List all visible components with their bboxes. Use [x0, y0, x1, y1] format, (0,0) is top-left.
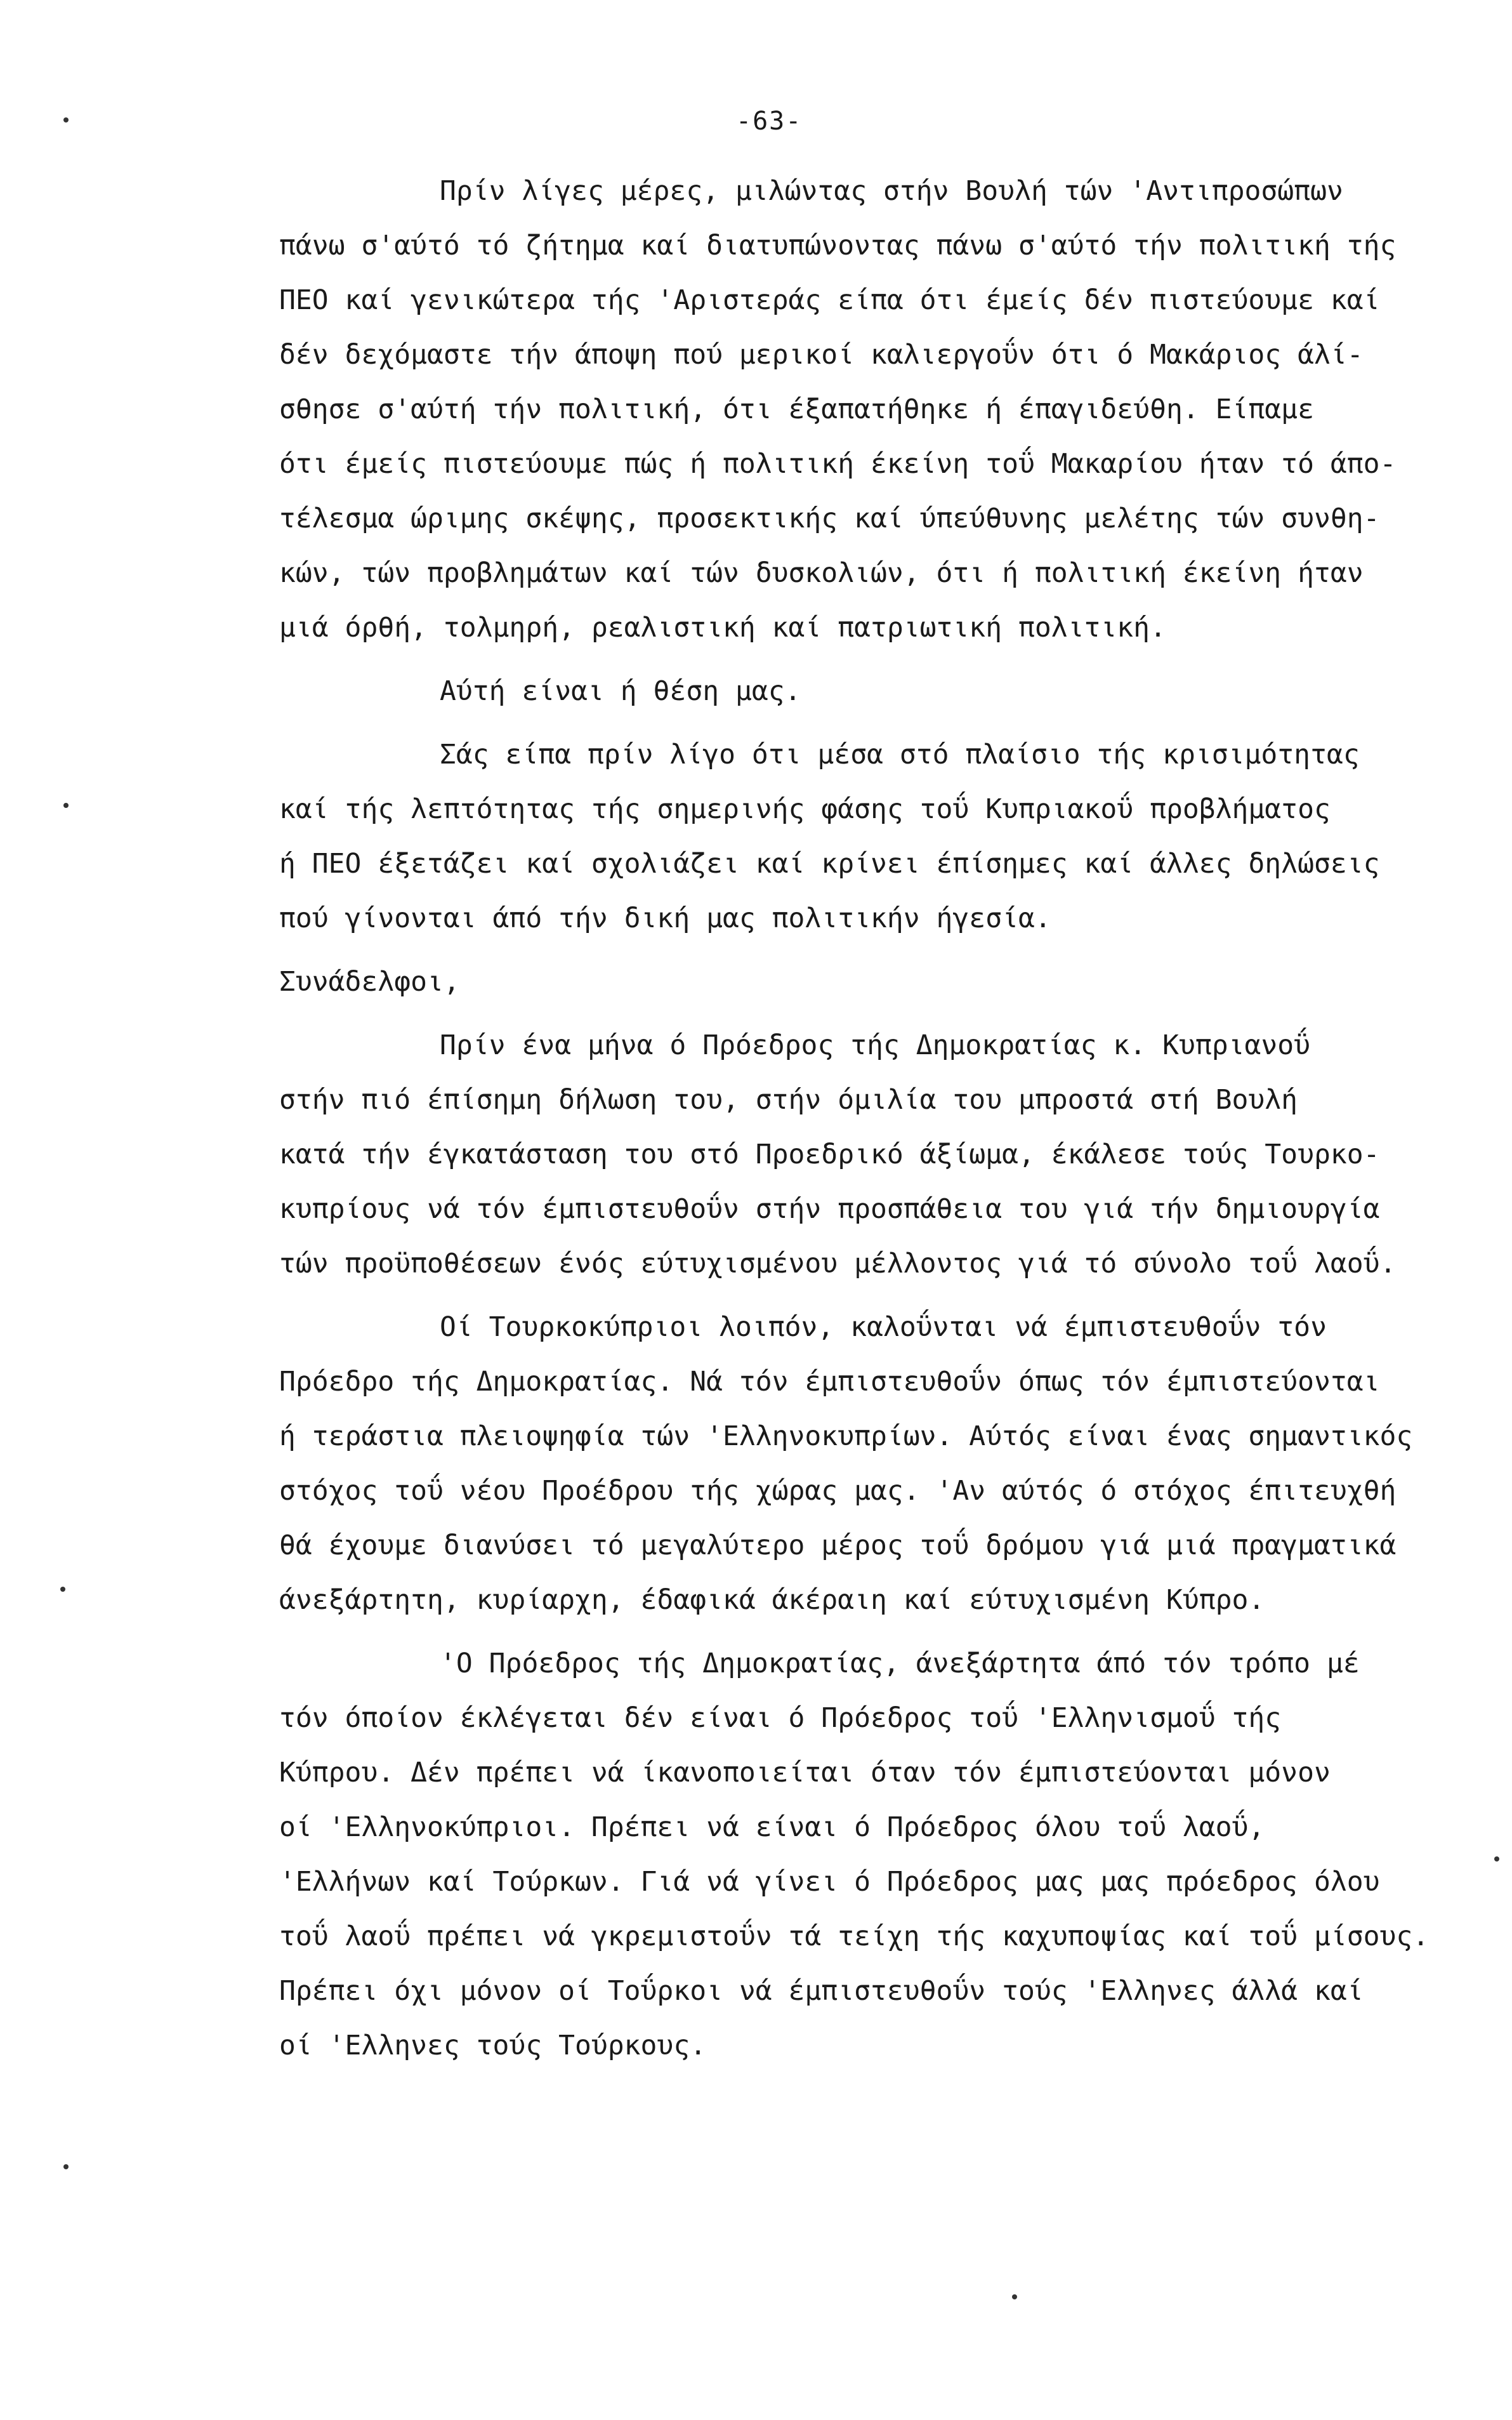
text-line: μιά όρθή, τολμηρή, ρεαλιστική καί πατριωτική πολιτική.	[279, 612, 1166, 644]
scan-speck	[63, 117, 69, 122]
text-line: πάνω σ'αύτό τό ζήτημα καί διατυπώνοντας πάνω σ'αύτό τήν πολιτική τής	[279, 230, 1397, 261]
text-line: πού γίνονται άπό τήν δική μας πολιτικήν ήγεσία.	[279, 903, 1051, 934]
scan-speck	[1494, 1856, 1499, 1861]
text-line: καί τής λεπτότητας τής σημερινής φάσης τοΰ Κυπριακοΰ προβλήματος	[279, 793, 1331, 825]
paragraph	[279, 175, 1397, 669]
scan-speck	[63, 2164, 69, 2169]
paragraph	[279, 1311, 1413, 1641]
text-line: θά έχουμε διανύσει τό μεγαλύτερο μέρος τοΰ δρόμου γιά μιά πραγματικά	[279, 1530, 1397, 1561]
text-line: ότι έμείς πιστεύουμε πώς ή πολιτική έκείνη τοΰ Μακαρίου ήταν τό άπο-	[279, 448, 1397, 480]
text-line: οί 'Ελληνοκύπριοι. Πρέπει νά είναι ό Πρόεδρος όλου τοΰ λαοΰ,	[279, 1811, 1265, 1843]
document-body	[279, 175, 1430, 2087]
text-line: Πρίν λίγες μέρες, μιλώντας στήν Βουλή τών 'Αντιπροσώπων	[440, 175, 1343, 207]
paragraph	[279, 675, 1377, 732]
text-line: Συνάδελφοι,	[279, 966, 460, 998]
text-line: Οί Τουρκοκύπριοι λοιπόν, καλοΰνται νά έμπιστευθοΰν τόν	[440, 1311, 1327, 1343]
scan-speck	[1012, 2294, 1017, 2299]
text-line: οί 'Ελληνες τούς Τούρκους.	[279, 2030, 707, 2061]
text-line: ή ΠΕΟ έξετάζει καί σχολιάζει καί κρίνει έπίσημες καί άλλες δηλώσεις	[279, 848, 1380, 880]
text-line: τόν όποίον έκλέγεται δέν είναι ό Πρόεδρος τοΰ 'Ελληνισμοΰ τής	[279, 1702, 1282, 1734]
text-line: κατά τήν έγκατάσταση του στό Προεδρικό άξίωμα, έκάλεσε τούς Τουρκο-	[279, 1139, 1380, 1170]
text-line: τών προϋποθέσεων ένός εύτυχισμένου μέλλοντος γιά τό σύνολο τοΰ λαοΰ.	[279, 1248, 1397, 1279]
text-line: ή τεράστια πλειοψηφία τών 'Ελληνοκυπρίων. Αύτός είναι ένας σημαντικός	[279, 1420, 1413, 1452]
paragraph	[279, 966, 1377, 1023]
text-line: κών, τών προβλημάτων καί τών δυσκολιών, ότι ή πολιτική έκείνη ήταν	[279, 557, 1364, 589]
text-line: άνεξάρτητη, κυρίαρχη, έδαφικά άκέραιη καί εύτυχισμένη Κύπρο.	[279, 1584, 1265, 1616]
text-line: Σάς είπα πρίν λίγο ότι μέσα στό πλαίσιο τής κρισιμότητας	[440, 739, 1360, 770]
text-line: Πρίν ένα μήνα ό Πρόεδρος τής Δημοκρατίας κ. Κυπριανοΰ	[440, 1029, 1311, 1061]
paragraph	[279, 1648, 1430, 2087]
text-line: 'Ο Πρόεδρος τής Δημοκρατίας, άνεξάρτητα άπό τόν τρόπο μέ	[440, 1648, 1360, 1679]
text-line: Πρόεδρο τής Δημοκρατίας. Νά τόν έμπιστευθοΰν όπως τόν έμπιστεύονται	[279, 1366, 1380, 1398]
text-line: στήν πιό έπίσημη δήλωση του, στήν όμιλία του μπροστά στή Βουλή	[279, 1084, 1298, 1116]
text-line: ΠΕΟ καί γενικώτερα τής 'Αριστεράς είπα ότι έμείς δέν πιστεύουμε καί	[279, 284, 1380, 316]
scan-speck	[63, 803, 69, 808]
paragraph	[279, 739, 1380, 960]
text-line: σθησε σ'αύτή τήν πολιτική, ότι έξαπατήθηκε ή έπαγιδεύθη. Είπαμε	[279, 393, 1314, 425]
page-number: -63-	[736, 107, 803, 136]
text-line: στόχος τοΰ νέου Προέδρου τής χώρας μας. 'Αν αύτός ό στόχος έπιτευχθή	[279, 1475, 1397, 1507]
text-line: τέλεσμα ώριμης σκέψης, προσεκτικής καί ύπεύθυνης μελέτης τών συνθη-	[279, 503, 1380, 534]
text-line: Πρέπει όχι μόνον οί Τοΰρκοι νά έμπιστευθοΰν τούς 'Ελληνες άλλά καί	[279, 1975, 1364, 2007]
paragraph	[279, 1029, 1397, 1305]
text-line: κυπρίους νά τόν έμπιστευθοΰν στήν προσπάθεια του γιά τήν δημιουργία	[279, 1193, 1380, 1225]
text-line: Κύπρου. Δέν πρέπει νά ίκανοποιείται όταν τόν έμπιστεύονται μόνον	[279, 1757, 1331, 1789]
text-line: τοΰ λαοΰ πρέπει νά γκρεμιστοΰν τά τείχη τής καχυποψίας καί τοΰ μίσους.	[279, 1921, 1430, 1952]
text-line: Αύτή είναι ή θέση μας.	[440, 675, 801, 707]
scan-speck	[60, 1587, 65, 1592]
text-line: 'Ελλήνων καί Τούρκων. Γιά νά γίνει ό Πρόεδρος μας μας πρόεδρος όλου	[279, 1866, 1380, 1898]
text-line: δέν δεχόμαστε τήν άποψη πού μερικοί καλιεργοΰν ότι ό Μακάριος άλί-	[279, 339, 1364, 371]
